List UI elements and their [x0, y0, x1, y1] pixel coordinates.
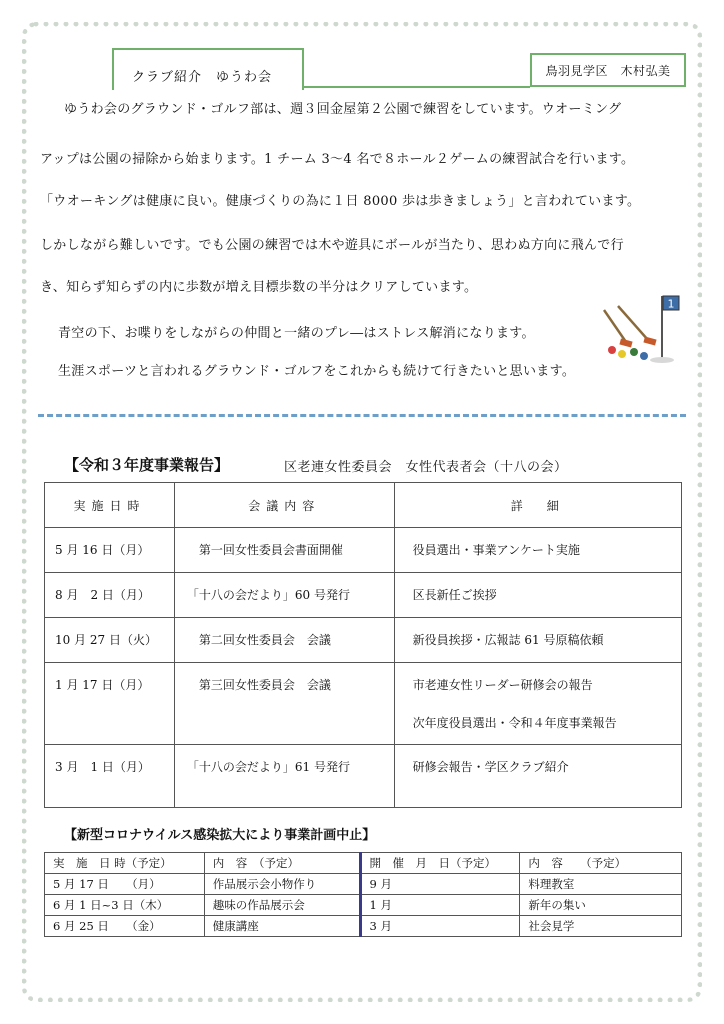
- row-date: 1 月 17 日（月）: [45, 663, 175, 745]
- plan-table: [44, 852, 682, 937]
- section-divider: [38, 414, 686, 417]
- report-header-row: [45, 483, 682, 528]
- report-subtitle: 区老連女性委員会 女性代表者会（十八の会）: [284, 460, 568, 475]
- row-details: [394, 663, 681, 745]
- row-content: 「十八の会だより」60 号発行: [174, 573, 394, 618]
- row-date: 5 月 16 日（月）: [45, 528, 175, 573]
- row-content: 第一回女性委員会書面開催: [174, 528, 394, 573]
- header-date: 実施日時: [45, 483, 175, 528]
- row-details: 区長新任ご挨拶: [394, 573, 681, 618]
- row-date: 3 月 1 日（月）: [45, 745, 175, 808]
- row-content: 第二回女性委員会 会議: [174, 618, 394, 663]
- plan-header-date: 実 施 日 時（予定）: [45, 853, 205, 874]
- plan-content: 作品展示会小物作り: [204, 874, 360, 895]
- table-row: [45, 663, 682, 745]
- plan-header-content: 内 容 （予定）: [204, 853, 360, 874]
- plan-month: 1 月: [360, 895, 520, 916]
- plan-title: 【新型コロナウイルス感染拡大により事業計画中止】: [64, 828, 376, 843]
- article-line-2: アップは公園の掃除から始まります。1 チーム 3〜4 名で８ホール２ゲームの練習試合を行います。: [40, 152, 635, 167]
- report-table: [44, 482, 682, 808]
- header-content: 会議内容: [174, 483, 394, 528]
- table-row: [45, 874, 682, 895]
- plan-header-row: [45, 853, 682, 874]
- table-row: [45, 745, 682, 808]
- article-line-7: 生涯スポーツと言われるグラウンド・ゴルフをこれからも続けて行きたいと思います。: [58, 364, 576, 379]
- row-content: 「十八の会だより」61 号発行: [174, 745, 394, 808]
- article-line-6: 青空の下、お喋りをしながらの仲間と一緒のプレ―はストレス解消になります。: [58, 326, 535, 341]
- club-title: クラブ紹介 ゆうわ会: [112, 48, 304, 90]
- plan-content: 趣味の作品展示会: [204, 895, 360, 916]
- table-row: [45, 528, 682, 573]
- table-row: [45, 573, 682, 618]
- plan-content: 健康講座: [204, 916, 360, 937]
- plan-month: 3 月: [360, 916, 520, 937]
- row-date: 10 月 27 日（火）: [45, 618, 175, 663]
- report-title: 【令和３年度事業報告】: [64, 456, 230, 474]
- plan-header-month: 開 催 月 日（予定）: [360, 853, 520, 874]
- title-underline: [304, 86, 530, 88]
- plan-date: 6 月 1 日~3 日（木）: [45, 895, 205, 916]
- plan-date: 5 月 17 日 （月）: [45, 874, 205, 895]
- detail-line: 市老連女性リーダー研修会の報告: [412, 678, 593, 692]
- detail-line: 次年度役員選出・令和４年度事業報告: [412, 716, 617, 730]
- row-details: 新役員挨拶・広報誌 61 号原稿依頼: [394, 618, 681, 663]
- plan-content-2: 料理教室: [520, 874, 682, 895]
- header-details: 詳 細: [394, 483, 681, 528]
- row-details: 役員選出・事業アンケート実施: [394, 528, 681, 573]
- row-date: 8 月 2 日（月）: [45, 573, 175, 618]
- ground-golf-illustration-icon: [600, 290, 690, 380]
- table-row: [45, 618, 682, 663]
- article-line-4: しかしながら難しいです。でも公園の練習では木や遊具にボールが当たり、思わぬ方向に飛んで行: [40, 238, 624, 253]
- author-label: 鳥羽見学区 木村弘美: [530, 53, 686, 87]
- article-line-1: ゆうわ会のグラウンド・ゴルフ部は、週３回金屋第２公園で練習をしています。ウオーミング: [64, 102, 622, 117]
- table-row: [45, 895, 682, 916]
- row-content: 第三回女性委員会 会議: [174, 663, 394, 745]
- row-details: 研修会報告・学区クラブ紹介: [394, 745, 681, 808]
- flag-number: 1: [667, 297, 675, 311]
- plan-header-content-2: 内 容 （予定）: [520, 853, 682, 874]
- plan-content-2: 社会見学: [520, 916, 682, 937]
- plan-date: 6 月 25 日 （金）: [45, 916, 205, 937]
- plan-content-2: 新年の集い: [520, 895, 682, 916]
- article-line-3: 「ウオーキングは健康に良い。健康づくりの為に１日 8000 歩は歩きましょう」と言われています。: [40, 194, 641, 209]
- table-row: [45, 916, 682, 937]
- plan-month: 9 月: [360, 874, 520, 895]
- article-line-5: き、知らず知らずの内に歩数が増え目標歩数の半分はクリアしています。: [40, 280, 478, 295]
